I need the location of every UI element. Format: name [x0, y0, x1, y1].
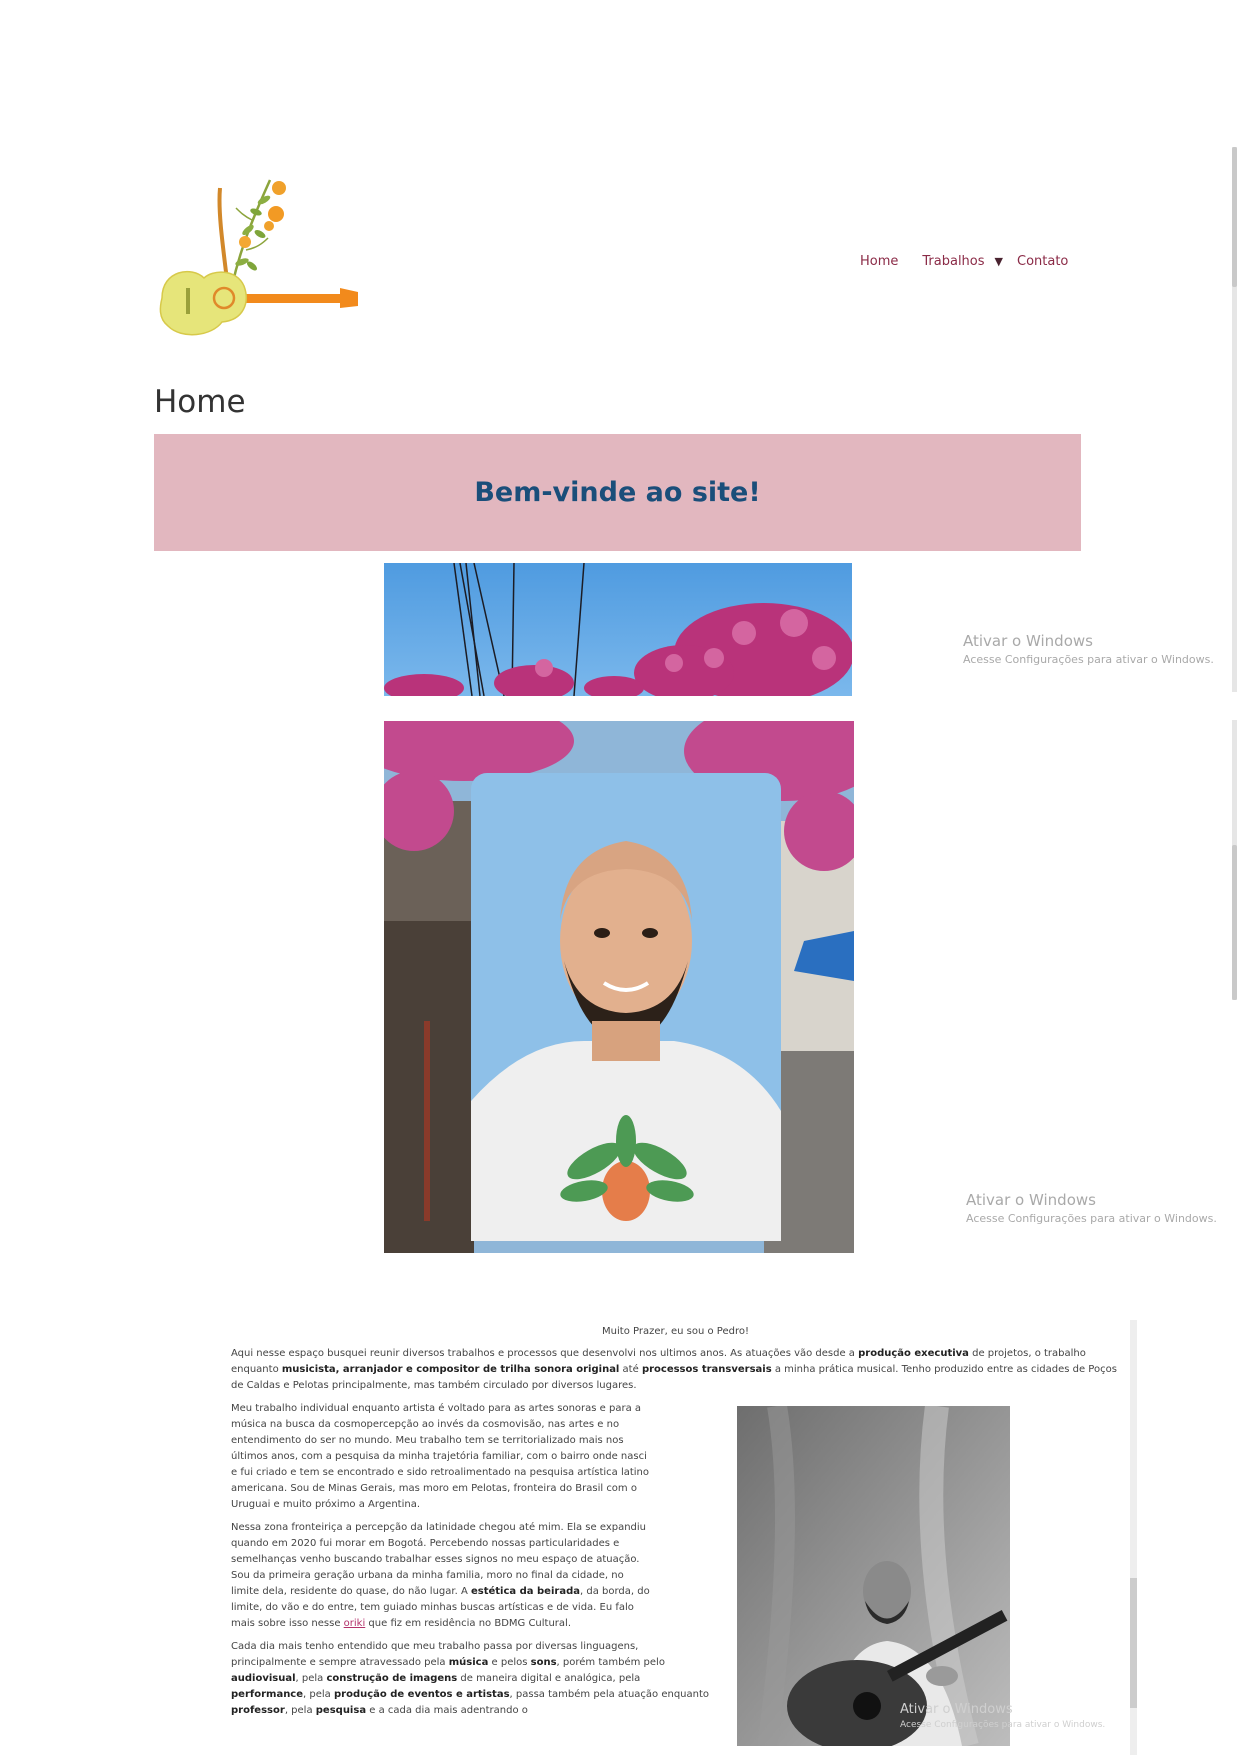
- welcome-heading: Bem-vinde ao site!: [474, 477, 761, 508]
- watermark-subtitle: Acesse Configurações para ativar o Windows.: [900, 1720, 1106, 1730]
- about-text-column: [214, 1401, 710, 1752]
- watermark-subtitle: Acesse Configurações para ativar o Windows.: [963, 653, 1214, 666]
- about-paragraph: Meu trabalho individual enquanto artista é voltado para as artes sonoras e para a música na busca da cosmopercepção ao invés da cosmovisão, nas artes e no entendimento do ser no mundo. Meu trabalho tem se territorializado mais nos últimos anos, com a pesquisa da minha trajetória familiar, com o bairro onde nasci e fui criado e tem se encontrado e sido retroalimentado na pesquisa artística latino americana. Sou de Minas Gerais, mas moro em Pelotas, fronteira do Brasil com o Uruguai e muito próximo a Argentina.: [231, 1403, 650, 1510]
- welcome-banner: [154, 434, 1081, 551]
- windows-activation-watermark: [966, 1191, 1217, 1225]
- about-paragraph: Nessa zona fronteiriça a percepção da latinidade chegou até mim. Ela se expandiu quando em 2020 fui morar em Bogotá. Percebendo nossas particularidades e semelhanças venho buscando trabalhar esses signos no meu espaço de atuação. Sou da primeira geração urbana da minha familia, moro no final da cidade, no limite dela, residente do quase, do não lugar. A estética da beirada, da borda, do limite, do vão e do entre, tem guiado minhas buscas artísticas e de vida. Eu falo mais sobre isso nesse oriki que fiz em residência no BDMG Cultural.: [231, 1522, 650, 1629]
- windows-activation-watermark: [963, 632, 1214, 666]
- scrollbar-thumb[interactable]: [1232, 147, 1237, 287]
- portrait-photo: [384, 721, 854, 1253]
- nav-contato[interactable]: Contato: [1017, 254, 1069, 269]
- windows-activation-watermark: [900, 1702, 1105, 1730]
- nav-trabalhos[interactable]: Trabalhos: [922, 254, 985, 269]
- nav-home[interactable]: Home: [860, 254, 899, 269]
- chevron-down-icon[interactable]: ▼: [994, 255, 1003, 268]
- guitarist-photo: [737, 1406, 1010, 1752]
- about-paragraph: Cada dia mais tenho entendido que meu trabalho passa por diversas linguagens, principalmente e sempre atravessado pela música e pelos sons, porém também pelo audiovisual, pela construção de imagens de maneira digital e analógica, pela performance, pela produção de eventos e artistas, passa também pela atuação enquanto professor, pela pesquisa e a cada dia mais adentrando o: [231, 1641, 710, 1716]
- page-title: Home: [154, 384, 246, 420]
- about-greeting: Muito Prazer, eu sou o Pedro!: [602, 1326, 749, 1337]
- watermark-subtitle: Acesse Configurações para ativar o Windows.: [966, 1212, 1217, 1225]
- main-nav: [860, 254, 1068, 269]
- scrollbar-thumb[interactable]: [1130, 1578, 1137, 1708]
- oriki-link[interactable]: oriki: [343, 1618, 366, 1629]
- site-logo[interactable]: [152, 170, 362, 350]
- watermark-title: Ativar o Windows: [963, 632, 1093, 650]
- guitar-with-flowering-branch-logo: [152, 170, 362, 350]
- scrollbar-thumb[interactable]: [1232, 845, 1237, 1000]
- ipe-flowers-photo: [384, 563, 852, 696]
- about-intro: Aqui nesse espaço busquei reunir diversos trabalhos e processos que desenvolvi nos ultimos anos. As atuações vão desde a produção executiva de projetos, o trabalho enquanto musicista, arranjador e compositor de trilha sonora original até processos transversais a minha prática musical. Tenho produzido entre as cidades de Poços de Caldas e Pelotas principalmente, mas também circulado por diversos lugares.: [231, 1348, 1117, 1391]
- watermark-title: Ativar o Windows: [966, 1191, 1096, 1209]
- watermark-title: Ativar o Windows: [900, 1702, 1013, 1717]
- about-section: [214, 1320, 1137, 1755]
